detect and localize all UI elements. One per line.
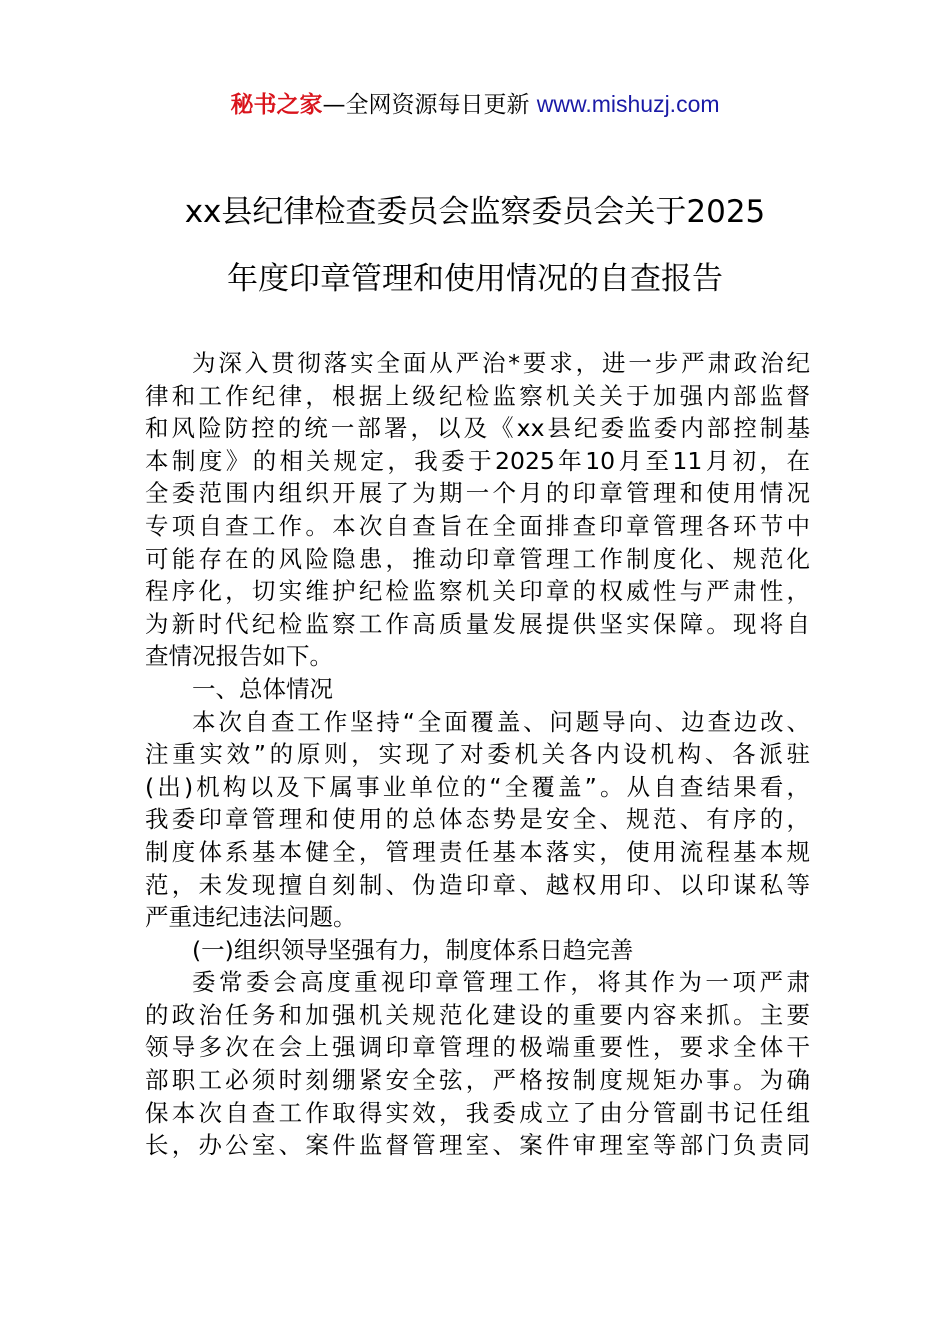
body-line: 为新时代纪检监察工作高质量发展提供坚实保障。现将自	[145, 609, 810, 638]
body-line: 本制度》的相关规定，我委于2025年10月至11月初，在	[145, 446, 810, 475]
paragraph-leadership	[145, 966, 810, 1162]
paragraph-intro	[145, 347, 810, 673]
body-line: 范，未发现擅自刻制、伪造印章、越权用印、以印谋私等	[145, 870, 810, 899]
body-line: 本次自查工作坚持“全面覆盖、问题导向、边查边改、	[192, 707, 810, 736]
body-line: 专项自查工作。本次自查旨在全面排查印章管理各环节中	[145, 511, 810, 540]
body-line: 长，办公室、案件监督管理室、案件审理室等部门负责同	[145, 1131, 810, 1160]
body-line: 制度体系基本健全，管理责任基本落实，使用流程基本规	[145, 837, 810, 866]
site-tagline: —全网资源每日更新	[322, 92, 537, 118]
document-body	[145, 347, 810, 1162]
document-title-line-1: xx县纪律检查委员会监察委员会关于2025	[184, 194, 766, 230]
body-line: 为深入贯彻落实全面从严治*要求，进一步严肃政治纪	[192, 349, 810, 377]
body-line: 律和工作纪律，根据上级纪检监察机关关于加强内部监督	[145, 381, 810, 410]
section-heading: 一、总体情况	[192, 674, 333, 703]
body-line: 程序化，切实维护纪检监察机关印章的权威性与严肃性，	[145, 577, 810, 606]
body-line: 我委印章管理和使用的总体态势是安全、规范、有序的，	[145, 805, 810, 834]
body-line: 全委范围内组织开展了为期一个月的印章管理和使用情况	[145, 479, 810, 508]
body-line: 的政治任务和加强机关规范化建设的重要内容来抓。主要	[145, 1000, 810, 1029]
body-line: 严重违纪违法问题。	[145, 903, 357, 932]
site-header	[0, 88, 950, 121]
body-line: 委常委会高度重视印章管理工作，将其作为一项严肃	[192, 968, 810, 997]
site-url-link[interactable]: www.mishuzj.com	[536, 91, 720, 117]
body-line: 查情况报告如下。	[145, 642, 333, 671]
section-heading-overview	[145, 673, 810, 706]
body-line: 部职工必须时刻绷紧安全弦，严格按制度规矩办事。为确	[145, 1066, 810, 1095]
document-title-line-2: 年度印章管理和使用情况的自查报告	[227, 261, 723, 297]
body-line: 和风险防控的统一部署，以及《xx县纪委监委内部控制基	[145, 414, 810, 443]
body-line: 可能存在的风险隐患，推动印章管理工作制度化、规范化	[145, 544, 810, 573]
body-line: (出)机构以及下属事业单位的“全覆盖”。从自查结果看，	[145, 772, 810, 801]
paragraph-overview	[145, 706, 810, 934]
site-brand: 秘书之家	[230, 92, 323, 118]
subsection-heading-leadership	[145, 934, 810, 967]
body-line: 领导多次在会上强调印章管理的极端重要性，要求全体干	[145, 1033, 810, 1062]
body-line: 保本次自查工作取得实效，我委成立了由分管副书记任组	[145, 1098, 810, 1127]
subsection-heading: (一)组织领导坚强有力，制度体系日趋完善	[192, 935, 634, 964]
body-line: 注重实效”的原则，实现了对委机关各内设机构、各派驻	[145, 740, 810, 769]
